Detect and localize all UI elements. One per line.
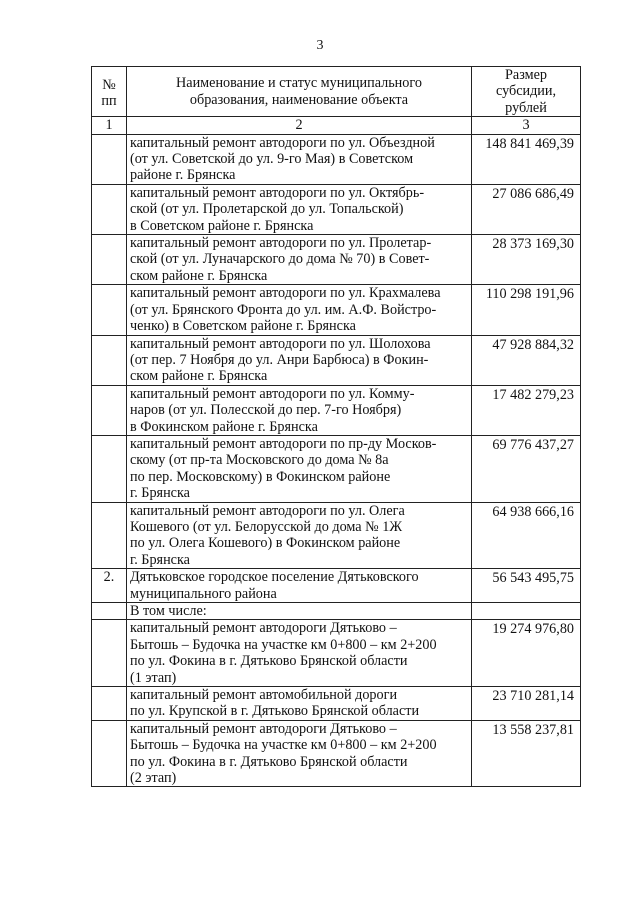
subsidy-amount-cell: 148 841 469,39 (472, 134, 581, 184)
object-name-cell (127, 720, 472, 787)
subsidy-amount-cell: 28 373 169,30 (472, 235, 581, 285)
object-name-cell (127, 335, 472, 385)
table-row (92, 235, 581, 285)
object-name-line: Бытошь – Будочка на участке км 0+800 – км 2+200 (130, 737, 437, 754)
table-row (92, 687, 581, 721)
subsidy-amount-cell: 110 298 191,96 (472, 285, 581, 335)
object-name-line: капитальный ремонт автодороги по ул. Шолохова (130, 335, 431, 352)
object-name-cell (127, 502, 472, 569)
object-name-line: по пер. Московскому) в Фокинском районе (130, 468, 391, 485)
object-name-line: Бытошь – Будочка на участке км 0+800 – км 2+200 (130, 636, 437, 653)
object-name-line: (2 этап) (130, 770, 177, 787)
object-name-line: Кошевого (от ул. Белорусской до дома № 1Ж (130, 518, 403, 535)
index-cell: 2 (127, 117, 472, 134)
object-name-line: наров (от ул. Полесской до пер. 7-го Ноября) (130, 402, 402, 419)
row-number-cell (92, 335, 127, 385)
object-name-line: ской (от ул. Пролетарской до ул. Топальской) (130, 201, 404, 218)
object-name-line: ской (от ул. Луначарского до дома № 70) в Совет- (130, 251, 430, 268)
object-name-line: капитальный ремонт автодороги Дятьково – (130, 620, 397, 637)
index-cell: 1 (92, 117, 127, 134)
table-row (92, 435, 581, 502)
subsidy-amount-cell: 19 274 976,80 (472, 620, 581, 687)
object-name-line: скому (от пр-та Московского до дома № 8а (130, 452, 389, 469)
row-number-cell (92, 720, 127, 787)
table-row (92, 184, 581, 234)
object-name-line: капитальный ремонт автодороги по ул. Пролетар- (130, 235, 432, 252)
table-row (92, 603, 581, 620)
object-name-cell (127, 285, 472, 335)
object-name-cell (127, 184, 472, 234)
object-name-line: капитальный ремонт автодороги по ул. Октябрь- (130, 184, 425, 201)
object-name-cell (127, 435, 472, 502)
object-name-line: в Советском районе г. Брянска (130, 217, 314, 234)
header-subsidy-line: субсидии, (495, 83, 557, 100)
object-name-cell (127, 687, 472, 721)
object-name-line: капитальный ремонт автодороги по ул. Комму- (130, 385, 415, 402)
table-index-row (92, 117, 581, 134)
table-row (92, 335, 581, 385)
subsidy-amount-cell (472, 603, 581, 620)
subsidy-amount-cell: 69 776 437,27 (472, 435, 581, 502)
row-number-cell (92, 235, 127, 285)
subsidy-amount-cell: 17 482 279,23 (472, 385, 581, 435)
object-name-cell (127, 235, 472, 285)
row-number-cell (92, 134, 127, 184)
row-number-cell (92, 620, 127, 687)
object-name-line: г. Брянска (130, 485, 190, 502)
header-number (92, 67, 127, 117)
table-row (92, 569, 581, 603)
header-number-line: пп (101, 93, 117, 110)
table-row (92, 285, 581, 335)
index-cell: 3 (472, 117, 581, 134)
subsidy-amount-cell: 27 086 686,49 (472, 184, 581, 234)
row-number-cell (92, 687, 127, 721)
object-name-line: Дятьковское городское поселение Дятьковского (130, 569, 419, 586)
object-name-cell (127, 569, 472, 603)
table-row (92, 385, 581, 435)
object-name-line: по ул. Фокина в г. Дятьково Брянской области (130, 653, 408, 670)
subsidy-amount-cell: 64 938 666,16 (472, 502, 581, 569)
object-name-line: капитальный ремонт автодороги по ул. Олега (130, 502, 405, 519)
object-name-line: г. Брянска (130, 551, 190, 568)
object-name-line: ченко) в Советском районе г. Брянска (130, 318, 356, 335)
object-name-line: муниципального района (130, 585, 277, 602)
subsidy-amount-cell: 13 558 237,81 (472, 720, 581, 787)
table-row (92, 134, 581, 184)
object-name-line: капитальный ремонт автомобильной дороги (130, 687, 398, 704)
table-row (92, 502, 581, 569)
object-name-line: ском районе г. Брянска (130, 267, 268, 284)
object-name-line: по ул. Крупской в г. Дятьково Брянской области (130, 703, 420, 720)
object-name-cell (127, 134, 472, 184)
object-name-line: районе г. Брянска (130, 167, 236, 184)
table-row (92, 720, 581, 787)
object-name-line: в Фокинском районе г. Брянска (130, 418, 318, 435)
subsidy-amount-cell: 47 928 884,32 (472, 335, 581, 385)
header-subsidy (472, 67, 581, 117)
table-row (92, 620, 581, 687)
header-number-line: № (102, 76, 116, 93)
subsidy-amount-cell: 56 543 495,75 (472, 569, 581, 603)
object-name-line: по ул. Олега Кошевого) в Фокинском районе (130, 535, 401, 552)
row-number-cell (92, 603, 127, 620)
row-number-cell (92, 184, 127, 234)
row-number-cell (92, 385, 127, 435)
object-name-line: капитальный ремонт автодороги по пр-ду Москов- (130, 435, 437, 452)
header-subsidy-line: Размер (505, 67, 547, 83)
object-name-cell (127, 385, 472, 435)
header-name-line: Наименование и статус муниципального (176, 75, 422, 92)
object-name-line: капитальный ремонт автодороги Дятьково – (130, 720, 397, 737)
object-name-line: капитальный ремонт автодороги по ул. Крахмалева (130, 285, 441, 302)
object-name-line: по ул. Фокина в г. Дятьково Брянской области (130, 753, 408, 770)
object-name-line: (от пер. 7 Ноября до ул. Анри Барбюса) в Фокин- (130, 351, 429, 368)
table-header-row (92, 67, 581, 117)
header-name (127, 67, 472, 117)
row-number-cell (92, 285, 127, 335)
row-number-cell (92, 435, 127, 502)
subsidy-amount-cell: 23 710 281,14 (472, 687, 581, 721)
header-subsidy-line: рублей (505, 99, 547, 116)
object-name-line: В том числе: (130, 603, 207, 619)
object-name-line: ском районе г. Брянска (130, 368, 268, 385)
page-number: 3 (316, 38, 324, 53)
header-name-line: образования, наименование объекта (189, 91, 409, 108)
object-name-cell (127, 620, 472, 687)
row-number-cell (92, 502, 127, 569)
row-number-cell: 2. (92, 569, 127, 603)
table-body (92, 134, 581, 787)
object-name-cell (127, 603, 472, 620)
object-name-line: капитальный ремонт автодороги по ул. Объездной (130, 134, 435, 151)
object-name-line: (1 этап) (130, 669, 177, 686)
object-name-line: (от ул. Брянского Фронта до ул. им. А.Ф. Войстро- (130, 301, 437, 318)
object-name-line: (от ул. Советской до ул. 9-го Мая) в Советском (130, 151, 414, 168)
subsidy-table (91, 66, 581, 787)
